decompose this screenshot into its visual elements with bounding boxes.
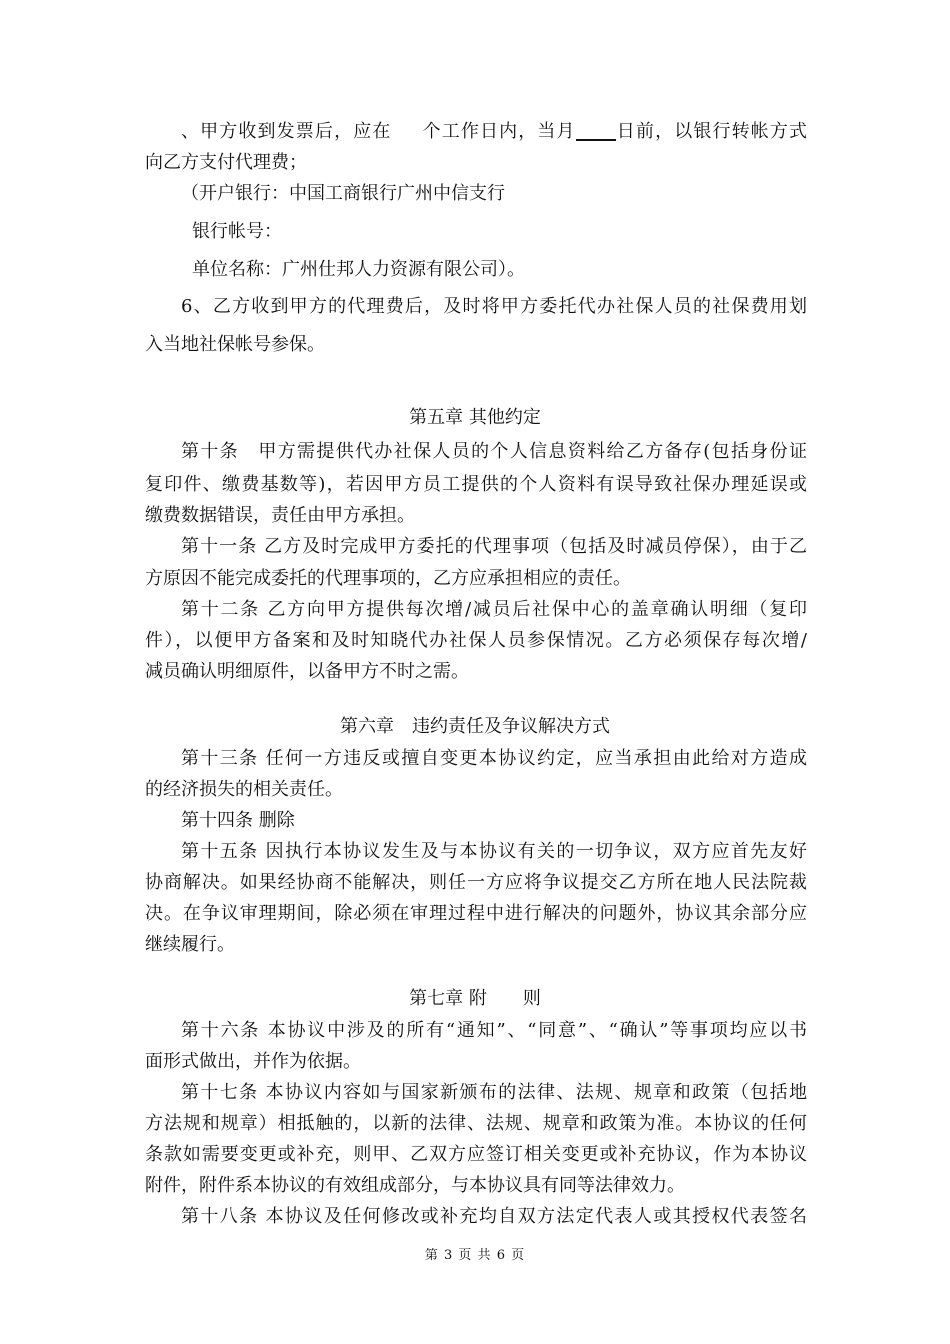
article-17-line-2: 方法规和规章）相抵触的，以新的法律、法规、规章和政策为准。本协议的任何 <box>145 1113 807 1134</box>
article-12-line-3: 减员确认明细原件，以备甲方不时之需。 <box>145 661 469 682</box>
unit-name: 单位名称：广州仕邦人力资源有限公司）。 <box>192 259 525 280</box>
article-17-line-4: 附件，附件系本协议的有效组成部分，与本协议具有同等法律效力。 <box>145 1175 685 1196</box>
article-16-line-1: 第十六条 本协议中涉及的所有“通知”、“同意”、“确认”等事项均应以书 <box>181 1020 807 1041</box>
article-10-line-1: 第十条 甲方需提供代办社保人员的个人信息资料给乙方备存(包括身份证 <box>181 441 807 462</box>
article-13-line-2: 的经济损失的相关责任。 <box>145 779 343 800</box>
article-10-line-2: 复印件、缴费基数等)，若因甲方员工提供的个人资料有误导致社保办理延误或 <box>145 474 807 495</box>
article-17-line-3: 条款如需要变更或补充，则甲、乙双方应签订相关变更或补充协议，作为本协议 <box>145 1144 807 1165</box>
article-13-line-1: 第十三条 任何一方违反或擅自变更本协议约定，应当承担由此给对方造成 <box>181 748 807 769</box>
article-14: 第十四条 删除 <box>181 810 295 831</box>
clause-5-line-1 <box>181 121 807 143</box>
clause-5-part-c: 日前，以银行转帐方式 <box>615 121 808 142</box>
article-11-line-2: 方原因不能完成委托的代理事项的，乙方应承担相应的责任。 <box>145 568 631 589</box>
clause-5-part-a: 、甲方收到发票后，应在 <box>181 121 392 142</box>
article-17-line-1: 第十七条 本协议内容如与国家新颁布的法律、法规、规章和政策（包括地 <box>181 1082 807 1103</box>
clause-5-line-2: 向乙方支付代理费； <box>145 152 307 173</box>
page-footer: 第 3 页 共 6 页 <box>424 1248 526 1263</box>
article-12-line-1: 第十二条 乙方向甲方提供每次增/减员后社保中心的盖章确认明细（复印 <box>181 599 807 620</box>
chapter-6-title: 第六章 违约责任及争议解决方式 <box>340 716 610 737</box>
clause-6-line-1: 6、乙方收到甲方的代理费后，及时将甲方委托代办社保人员的社保费用划 <box>181 296 807 317</box>
article-10-line-3: 缴费数据错误，责任由甲方承担。 <box>145 505 415 526</box>
article-15-line-4: 继续履行。 <box>145 934 235 955</box>
article-12-line-2: 件），以便甲方备案和及时知晓代办社保人员参保情况。乙方必须保存每次增/ <box>145 630 807 651</box>
article-11-line-1: 第十一条 乙方及时完成甲方委托的代理事项（包括及时减员停保），由于乙 <box>181 536 807 557</box>
article-15-line-1: 第十五条 因执行本协议发生及与本协议有关的一切争议，双方应首先友好 <box>181 841 807 862</box>
article-18-line-1: 第十八条 本协议及任何修改或补充均自双方法定代表人或其授权代表签名 <box>181 1206 807 1227</box>
bank-account: 银行帐号： <box>192 221 282 242</box>
blank-day-field <box>576 121 616 141</box>
chapter-7-title: 第七章 附 则 <box>409 988 541 1009</box>
article-15-line-2: 协商解决。如果经协商不能解决，则任一方应将争议提交乙方所在地人民法院裁 <box>145 872 807 893</box>
article-15-line-3: 决。在争议审理期间，除必须在审理过程中进行解决的问题外，协议其余部分应 <box>145 903 807 924</box>
chapter-5-title: 第五章 其他约定 <box>409 407 541 428</box>
clause-5-part-b: 个工作日内，当月 <box>421 121 576 142</box>
article-16-line-2: 面形式做出，并作为依据。 <box>145 1051 361 1072</box>
bank-name: （开户银行：中国工商银行广州中信支行 <box>181 183 505 204</box>
clause-6-line-2: 入当地社保帐号参保。 <box>145 334 325 355</box>
